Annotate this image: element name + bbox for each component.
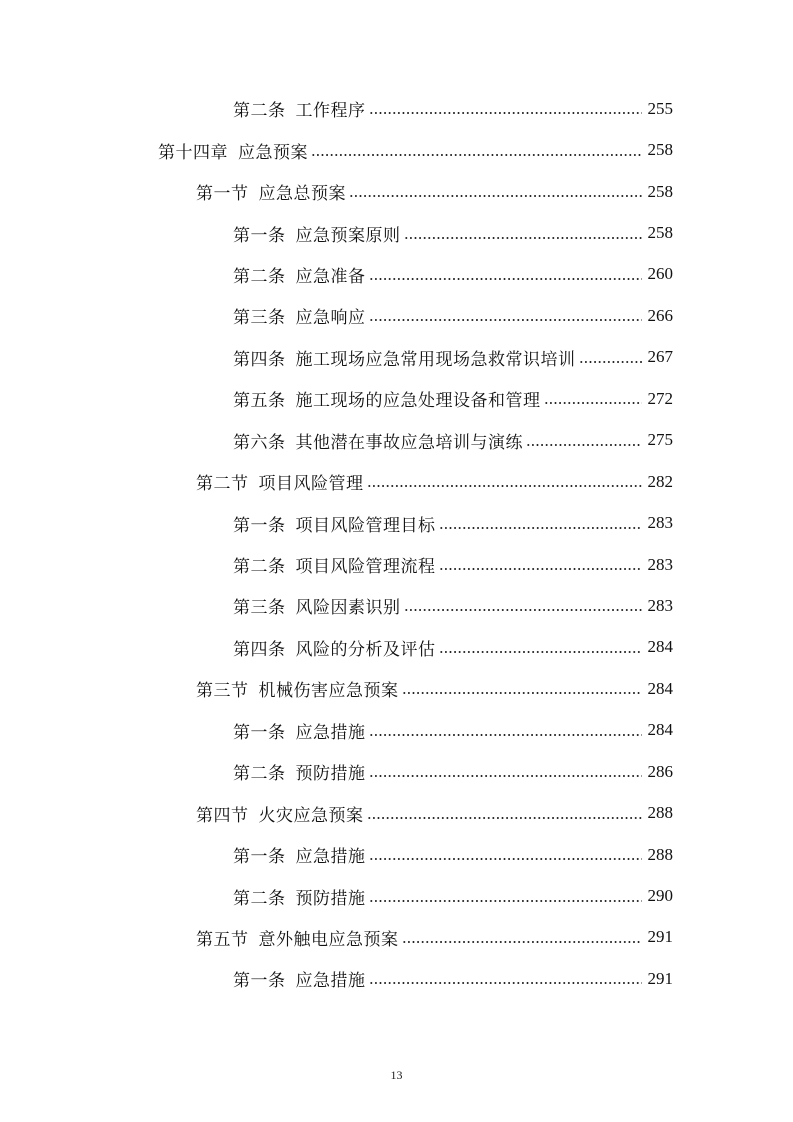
toc-entry[interactable]	[0, 834, 793, 875]
toc-entry-number: 第一条	[233, 225, 286, 246]
table-of-contents	[0, 88, 793, 1000]
toc-entry-number: 第二条	[233, 557, 286, 578]
toc-entry[interactable]	[0, 254, 793, 295]
dot-leader	[311, 153, 642, 157]
toc-entry-number: 第五条	[233, 391, 286, 412]
toc-entry-title: 风险因素识别	[295, 598, 401, 619]
toc-entry[interactable]	[0, 420, 793, 461]
dot-leader	[369, 981, 643, 985]
toc-entry-number: 第三条	[233, 598, 286, 619]
toc-entry-page: 266	[647, 305, 673, 325]
toc-entry[interactable]	[0, 958, 793, 999]
dot-leader	[402, 940, 643, 944]
toc-entry-title: 应急措施	[295, 971, 366, 992]
toc-entry[interactable]	[0, 751, 793, 792]
toc-entry-title: 应急措施	[295, 722, 366, 743]
toc-entry-title: 应急总预案	[258, 184, 346, 205]
toc-entry-title: 应急措施	[295, 847, 366, 868]
toc-entry-number: 第一条	[233, 971, 286, 992]
toc-entry-page: 272	[647, 388, 673, 408]
toc-entry-page: 286	[647, 761, 673, 781]
toc-entry-number: 第二节	[196, 474, 249, 495]
dot-leader	[404, 236, 643, 240]
toc-entry-title: 项目风险管理流程	[295, 557, 436, 578]
dot-leader	[369, 899, 643, 903]
toc-entry-title: 应急准备	[295, 266, 366, 287]
toc-entry[interactable]	[0, 875, 793, 916]
toc-entry-page: 275	[647, 430, 673, 450]
toc-entry-page: 283	[647, 554, 673, 574]
toc-entry-number: 第二条	[233, 764, 286, 785]
toc-entry-page: 283	[647, 513, 673, 533]
toc-entry[interactable]	[0, 212, 793, 253]
toc-entry-number: 第四条	[233, 349, 286, 370]
toc-entry-number: 第六条	[233, 432, 286, 453]
toc-entry-title: 施工现场应急常用现场急救常识培训	[295, 349, 576, 370]
toc-entry-page: 288	[647, 803, 673, 823]
toc-entry-number: 第二条	[233, 266, 286, 287]
dot-leader	[439, 650, 643, 654]
toc-entry-page: 284	[647, 678, 673, 698]
toc-entry-number: 第四节	[196, 805, 249, 826]
dot-leader	[349, 194, 642, 198]
toc-entry[interactable]	[0, 378, 793, 419]
toc-entry-page: 288	[647, 844, 673, 864]
toc-entry[interactable]	[0, 917, 793, 958]
dot-leader	[369, 857, 643, 861]
toc-entry[interactable]	[0, 129, 793, 170]
toc-entry-number: 第一条	[233, 515, 286, 536]
toc-entry-page: 258	[647, 181, 673, 201]
dot-leader	[369, 733, 643, 737]
toc-entry-number: 第一条	[233, 847, 286, 868]
toc-entry-number: 第五节	[196, 929, 249, 950]
toc-entry-title: 应急预案原则	[295, 225, 401, 246]
toc-entry-number: 第一条	[233, 722, 286, 743]
dot-leader	[369, 277, 643, 281]
toc-entry-number: 第十四章	[158, 142, 228, 163]
toc-entry-title: 项目风险管理目标	[295, 515, 436, 536]
toc-entry[interactable]	[0, 668, 793, 709]
toc-entry[interactable]	[0, 710, 793, 751]
toc-entry-title: 火灾应急预案	[258, 805, 364, 826]
toc-entry-page: 283	[647, 595, 673, 615]
dot-leader	[402, 691, 643, 695]
toc-entry[interactable]	[0, 585, 793, 626]
toc-entry[interactable]	[0, 461, 793, 502]
dot-leader	[526, 443, 642, 447]
page-number: 13	[390, 1068, 403, 1082]
toc-entry-page: 284	[647, 637, 673, 657]
dot-leader	[439, 567, 643, 571]
toc-entry-title: 预防措施	[295, 888, 366, 909]
dot-leader	[369, 318, 643, 322]
dot-leader	[439, 526, 643, 530]
toc-entry-number: 第二条	[233, 888, 286, 909]
toc-entry[interactable]	[0, 792, 793, 833]
toc-entry-page: 258	[647, 140, 673, 160]
toc-entry[interactable]	[0, 171, 793, 212]
toc-entry[interactable]	[0, 337, 793, 378]
toc-entry-page: 260	[647, 264, 673, 284]
toc-entry-page: 290	[647, 886, 673, 906]
toc-entry-number: 第二条	[233, 101, 286, 122]
toc-entry-page: 282	[647, 471, 673, 491]
dot-leader	[544, 401, 643, 405]
toc-entry-page: 291	[647, 927, 673, 947]
toc-entry-page: 291	[647, 968, 673, 988]
toc-entry-title: 预防措施	[295, 764, 366, 785]
toc-entry[interactable]	[0, 627, 793, 668]
dot-leader	[369, 774, 643, 778]
toc-entry[interactable]	[0, 88, 793, 129]
dot-leader	[579, 360, 643, 364]
dot-leader	[369, 111, 643, 115]
toc-entry-page: 267	[647, 347, 673, 367]
toc-entry-number: 第四条	[233, 639, 286, 660]
toc-entry[interactable]	[0, 295, 793, 336]
toc-entry-number: 第一节	[196, 184, 249, 205]
dot-leader	[367, 816, 643, 820]
toc-entry-number: 第三节	[196, 681, 249, 702]
toc-entry-page: 284	[647, 720, 673, 740]
toc-entry-page: 258	[647, 223, 673, 243]
toc-entry-number: 第三条	[233, 308, 286, 329]
toc-entry-title: 项目风险管理	[258, 474, 364, 495]
toc-entry-page: 255	[647, 98, 673, 118]
toc-entry[interactable]	[0, 544, 793, 585]
toc-entry-title: 施工现场的应急处理设备和管理	[295, 391, 541, 412]
toc-entry-title: 机械伤害应急预案	[258, 681, 399, 702]
dot-leader	[404, 608, 643, 612]
toc-entry-title: 风险的分析及评估	[295, 639, 436, 660]
toc-entry-title: 工作程序	[295, 101, 366, 122]
toc-entry-title: 其他潜在事故应急培训与演练	[295, 432, 523, 453]
dot-leader	[367, 484, 643, 488]
toc-entry-title: 应急响应	[295, 308, 366, 329]
toc-entry[interactable]	[0, 502, 793, 543]
toc-entry-title: 意外触电应急预案	[258, 929, 399, 950]
toc-entry-title: 应急预案	[238, 142, 308, 163]
